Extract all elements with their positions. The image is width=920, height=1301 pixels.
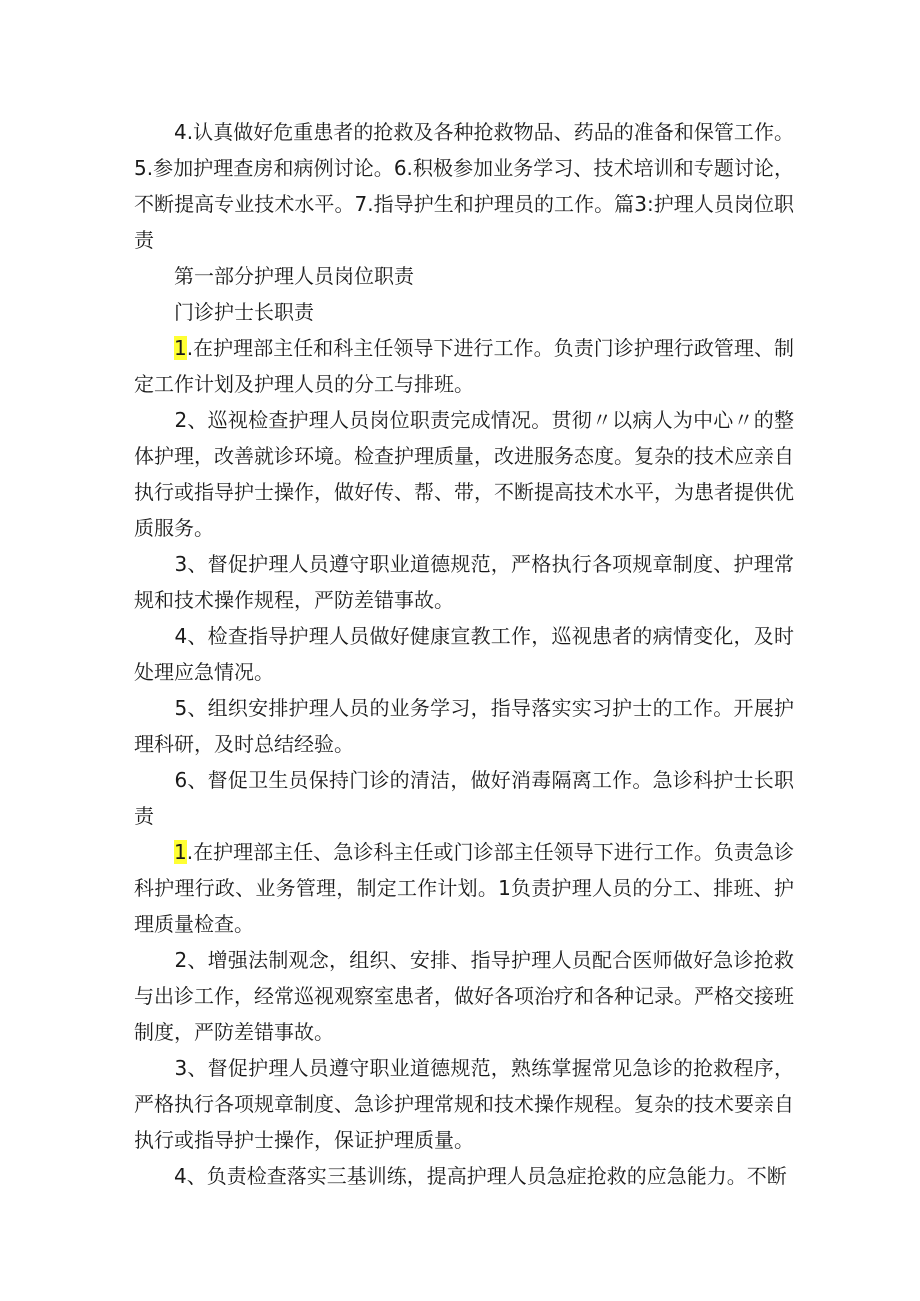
paragraph-emergency-2: 2、增强法制观念，组织、安排、指导护理人员配合医师做好急诊抢救与出诊工作，经常巡视观察室患者，做好各项治疗和各种记录。严格交接班制度，严防差错事故。: [134, 948, 794, 1044]
paragraph-outpatient-2: 2、巡视检查护理人员岗位职责完成情况。贯彻〃以病人为中心〃的整体护理，改善就诊环境。检查护理质量，改进服务态度。复杂的技术应亲自执行或指导护士操作，做好传、帮、带，不断提高技术水平，为患者提供优质服务。: [134, 408, 794, 540]
paragraph-emergency-1: 1.在护理部主任、急诊科主任或门诊部主任领导下进行工作。负责急诊科护理行政、业务管理，制定工作计划。1负责护理人员的分工、排班、护理质量检查。: [134, 840, 794, 936]
paragraph-1: 4.认真做好危重患者的抢救及各种抢救物品、药品的准备和保管工作。5.参加护理查房和病例讨论。6.积极参加业务学习、技术培训和专题讨论，不断提高专业技术水平。7.指导护生和护理员的工作。篇3:护理人员岗位职责: [134, 120, 794, 252]
subsection-heading-outpatient: 门诊护士长职责: [134, 300, 314, 324]
paragraph-outpatient-5: 5、组织安排护理人员的业务学习，指导落实实习护士的工作。开展护理科研，及时总结经验。: [134, 696, 794, 756]
paragraph-outpatient-6: 6、督促卫生员保持门诊的清洁，做好消毒隔离工作。急诊科护士长职责: [134, 768, 794, 828]
highlight-marker: 1: [174, 336, 187, 360]
paragraph-outpatient-3: 3、督促护理人员遵守职业道德规范，严格执行各项规章制度、护理常规和技术操作规程，严防差错事故。: [134, 552, 794, 612]
paragraph-outpatient-1: 1.在护理部主任和科主任领导下进行工作。负责门诊护理行政管理、制定工作计划及护理人员的分工与排班。: [134, 336, 794, 396]
section-heading: 第一部分护理人员岗位职责: [134, 264, 414, 288]
paragraph-emergency-3: 3、督促护理人员遵守职业道德规范，熟练掌握常见急诊的抢救程序，严格执行各项规章制度、急诊护理常规和技术操作规程。复杂的技术要亲自执行或指导护士操作，保证护理质量。: [134, 1056, 794, 1152]
highlight-marker: 1: [174, 840, 187, 864]
paragraph-outpatient-4: 4、检查指导护理人员做好健康宣教工作，巡视患者的病情变化，及时处理应急情况。: [134, 624, 794, 684]
paragraph-emergency-4: 4、负责检查落实三基训练，提高护理人员急症抢救的应急能力。不断: [134, 1164, 787, 1188]
